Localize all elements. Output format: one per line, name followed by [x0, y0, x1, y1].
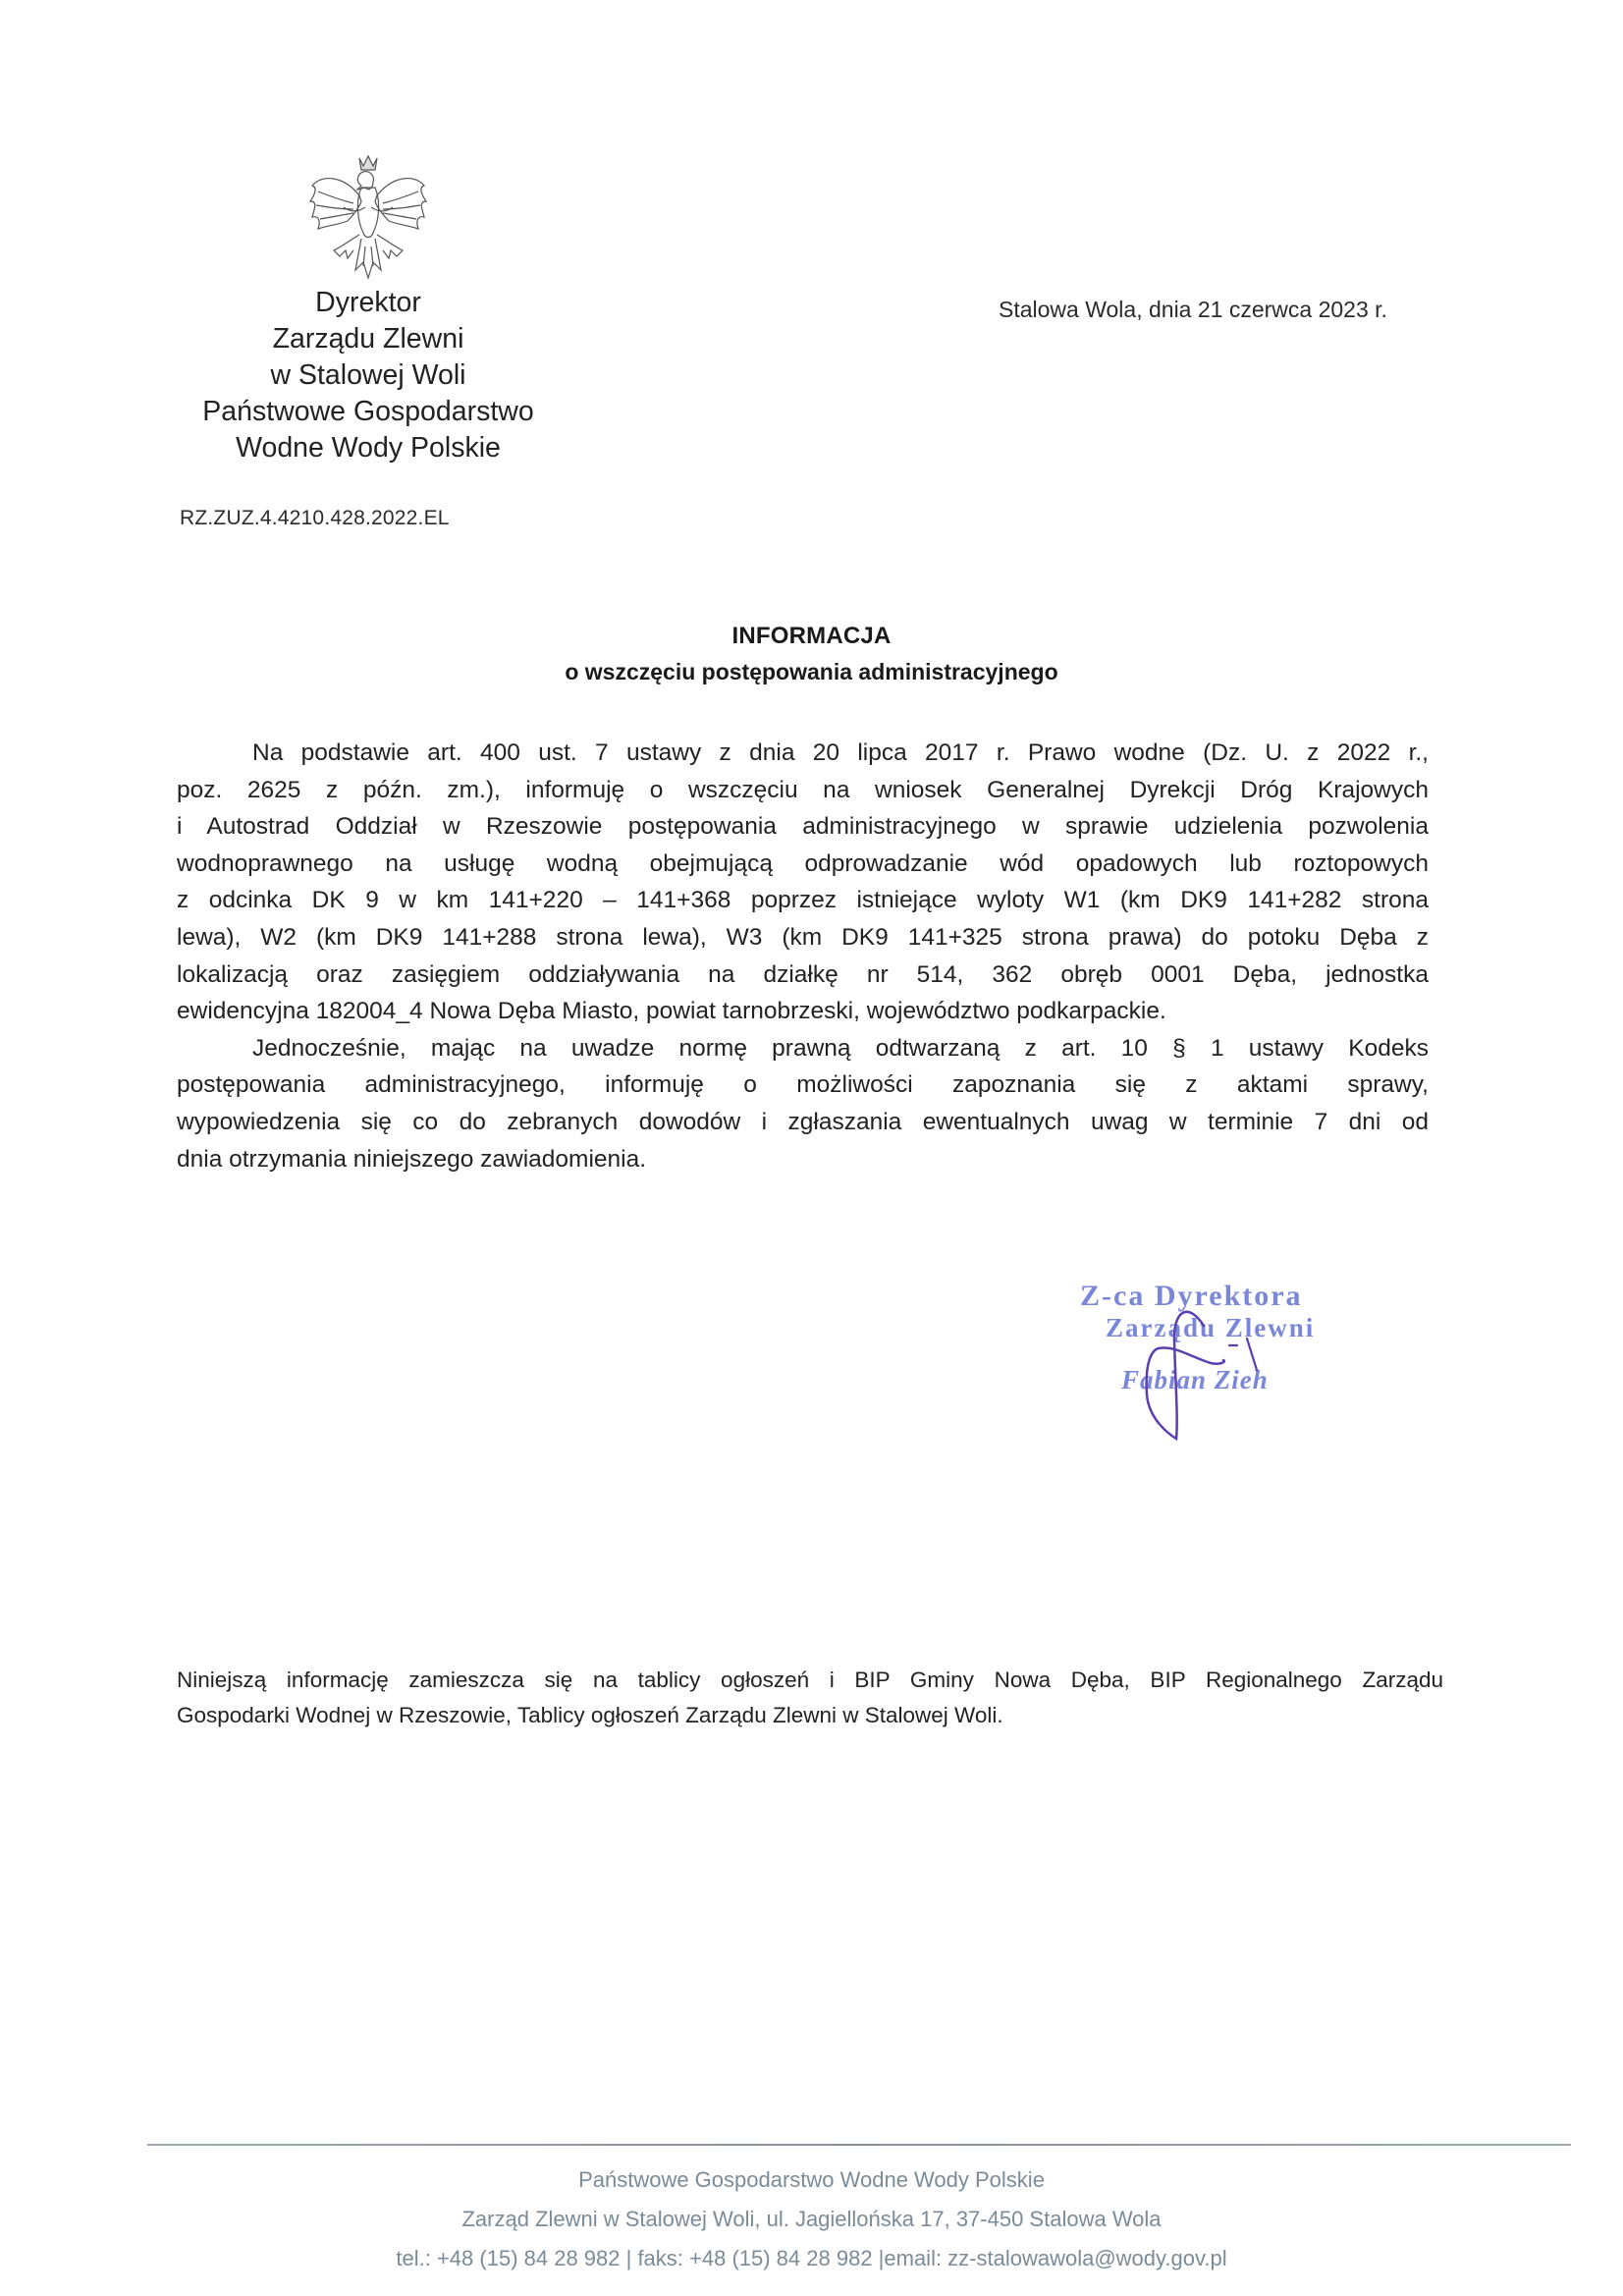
note-line: Gospodarki Wodnej w Rzeszowie, Tablicy ogłoszeń Zarządu Zlewni w Stalowej Woli. — [177, 1703, 1003, 1727]
issuer-line: Wodne Wody Polskie — [236, 432, 501, 464]
issuer-line: w Stalowej Woli — [270, 359, 466, 391]
body-line: lokalizacją oraz zasięgiem oddziaływania na działkę nr 514, 362 obręb 0001 Dęba, jednostka — [177, 960, 1429, 988]
issuer-line: Państwowe Gospodarstwo — [202, 396, 534, 427]
body-line: wodnoprawnego na usługę wodną obejmującą odprowadzanie wód opadowych lub roztopowych — [177, 849, 1429, 877]
title-main: INFORMACJA — [731, 623, 892, 649]
body-line: z odcinka DK 9 w km 141+220 – 141+368 poprzez istniejące wyloty W1 (km DK9 141+282 strona — [177, 887, 1429, 914]
footer-contact: tel.: +48 (15) 84 28 982 | faks: +48 (15) 84 28 982 |email: zz-stalowawola@wody.gov.pl — [396, 2246, 1227, 2270]
reference-number: RZ.ZUZ.4.4210.428.2022.EL — [180, 507, 450, 529]
place-and-date: Stalowa Wola, dnia 21 czerwca 2023 r. — [999, 297, 1387, 322]
official-stamp — [1080, 1272, 1394, 1468]
issuer-line: Zarządu Zlewni — [272, 323, 464, 355]
body-line: i Autostrad Oddział w Rzeszowie postępowania administracyjnego w sprawie udzielenia pozwolenia — [177, 813, 1429, 841]
letterhead-footer — [0, 2160, 1623, 2278]
document-title — [0, 619, 1623, 689]
stamp-name: Fabian Zieh — [1121, 1365, 1269, 1394]
title-subtitle: o wszczęciu postępowania administracyjnego — [565, 659, 1058, 684]
body-line: Na podstawie art. 400 ust. 7 ustawy z dnia 20 lipca 2017 r. Prawo wodne (Dz. U. z 2022 r., — [252, 739, 1429, 766]
document-body — [177, 735, 1429, 1177]
note-line: Niniejszą informację zamieszcza się na tablicy ogłoszeń i BIP Gminy Nowa Dęba, BIP Regionalnego Zarządu — [177, 1667, 1443, 1692]
body-line: wypowiedzenia się co do zebranych dowodów i zgłaszania ewentualnych uwag w terminie 7 dni od — [177, 1108, 1429, 1135]
issuer-block — [172, 285, 565, 466]
stamp-title: Z-ca Dyrektora — [1080, 1280, 1303, 1312]
footer-organization: Państwowe Gospodarstwo Wodne Wody Polskie — [578, 2167, 1045, 2192]
publication-note — [177, 1663, 1443, 1733]
body-line: Jednocześnie, mając na uwadze normę prawną odtwarzaną z art. 10 § 1 ustawy Kodeks — [252, 1034, 1429, 1062]
body-line: ewidencyjna 182004_4 Nowa Dęba Miasto, powiat tarnobrzeski, województwo podkarpackie. — [177, 998, 1166, 1025]
body-line: postępowania administracyjnego, informuję o możliwości zapoznania się z aktami sprawy, — [177, 1071, 1429, 1099]
body-line: dnia otrzymania niniejszego zawiadomienia. — [177, 1145, 647, 1173]
body-line: lewa), W2 (km DK9 141+288 strona lewa), W3 (km DK9 141+325 strona prawa) do potoku Dęba z — [177, 923, 1429, 951]
polish-eagle-emblem-icon — [304, 152, 432, 285]
handwritten-signature-icon — [1080, 1272, 1394, 1468]
footer-divider — [147, 2144, 1571, 2146]
body-line: poz. 2625 z późn. zm.), informuję o wszczęciu na wniosek Generalnej Dyrekcji Dróg Krajowych — [177, 776, 1429, 803]
issuer-line: Dyrektor — [315, 287, 421, 318]
stamp-office: Zarządu Zlewni — [1106, 1313, 1316, 1342]
footer-address: Zarząd Zlewni w Stalowej Woli, ul. Jagiellońska 17, 37-450 Stalowa Wola — [461, 2207, 1162, 2231]
